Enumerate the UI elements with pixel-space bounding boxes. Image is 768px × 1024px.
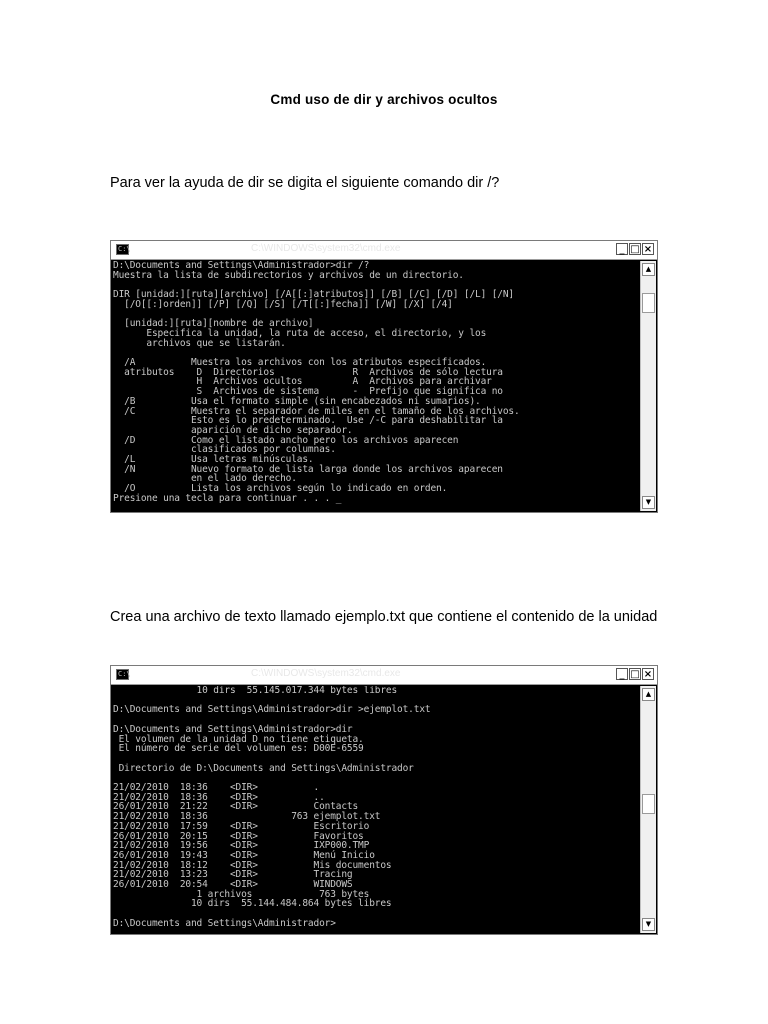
cmd-window-help[interactable] (110, 240, 658, 513)
minimize-button[interactable]: _ (616, 243, 628, 255)
vertical-scrollbar[interactable] (640, 261, 656, 511)
close-button[interactable]: × (643, 669, 653, 680)
scroll-thumb[interactable] (642, 293, 655, 313)
console-output[interactable] (113, 686, 639, 932)
cmd-icon[interactable]: C:\ (118, 245, 131, 253)
window-title: C:\WINDOWS\system32\cmd.exe (251, 243, 401, 254)
maximize-button[interactable]: □ (630, 669, 640, 680)
paragraph-ejemplo: Crea una archivo de texto llamado ejemplo.txt que contiene el contenido de la unidad (110, 609, 658, 625)
scroll-thumb[interactable] (642, 794, 655, 814)
scroll-down-arrow-icon[interactable]: ▼ (642, 496, 655, 509)
paragraph-dir-help: Para ver la ayuda de dir se digita el siguiente comando dir /? (110, 175, 500, 191)
scroll-up-arrow-icon[interactable]: ▲ (642, 688, 655, 701)
minimize-button[interactable]: _ (616, 668, 628, 680)
window-titlebar[interactable] (111, 666, 657, 685)
scroll-up-arrow-icon[interactable]: ▲ (642, 263, 655, 276)
cmd-window-listing[interactable] (110, 665, 658, 935)
page-title: Cmd uso de dir y archivos ocultos (270, 92, 498, 107)
cmd-icon[interactable]: C:\ (118, 670, 131, 678)
vertical-scrollbar[interactable] (640, 686, 656, 933)
console-output[interactable] (113, 261, 639, 510)
scroll-down-arrow-icon[interactable]: ▼ (642, 918, 655, 931)
console-text: 10 dirs 55.145.017.344 bytes libres D:\Documents and Settings\Administrador>dir >ejemplot.txt D:\Documents and Settings\Administrador>dir El volumen de la unidad D no tiene etiqueta. El número de serie del volumen es: D00E-6559 Directorio de D:\Documents and Settings\Administrador 21/02/2010 18:36 <DIR> . 21/02/2010 18:36 <DIR> .. 26/01/2010 21:22 <DIR> Contacts 21/02/2010 18:36 763 ejemplot.txt 21/02/2010 17:59 <DIR> Escritorio 26/01/2010 20:15 <DIR> Favoritos 21/02/2010 19:56 <DIR> IXP000.TMP 26/01/2010 19:43 <DIR> Menú Inicio 21/02/2010 18:12 <DIR> Mis documentos 21/02/2010 13:23 <DIR> Tracing 26/01/2010 20:54 <DIR> WINDOWS 1 archivos 763 bytes 10 dirs 55.144.484.864 bytes libres D:\Documents and Settings\Administrador> (113, 686, 431, 929)
maximize-button[interactable]: □ (630, 244, 640, 255)
close-button[interactable]: × (643, 244, 653, 255)
console-text: D:\Documents and Settings\Administrador>dir /? Muestra la lista de subdirectorios y archivos de un directorio. DIR [unidad:][ruta][archivo] [/A[[:]atributos]] [/B] [/C] [/D] [/L] [/N] [/O[[:]orden]] [/P] [/Q] [/S] [/T[[:]fecha]] [/W] [/X] [/4] [unidad:][ruta][nombre de archivo] Especifica la unidad, la ruta de acceso, el directorio, y los archivos que se listarán. /A Muestra los archivos con los atributos especificados. atributos D Directorios R Archivos de sólo lectura H Archivos ocultos A Archivos para archivar S Archivos de sistema - Prefijo que significa no /B Usa el formato simple (sin encabezados ni sumarios). /C Muestra el separador de miles en el tamaño de los archivos. Esto es lo predeterminado. Use /-C para deshabilitar la aparición de dicho separador. /D Como el listado ancho pero los archivos aparecen clasificados por columnas. /L Usa letras minúsculas. /N Nuevo formato de lista larga donde los archivos aparecen en el lado derecho. /O Lista los archivos según lo indicado en orden. Presione una tecla para continuar . . . _ (113, 261, 520, 504)
window-title: C:\WINDOWS\system32\cmd.exe (251, 668, 401, 679)
window-titlebar[interactable] (111, 241, 657, 260)
